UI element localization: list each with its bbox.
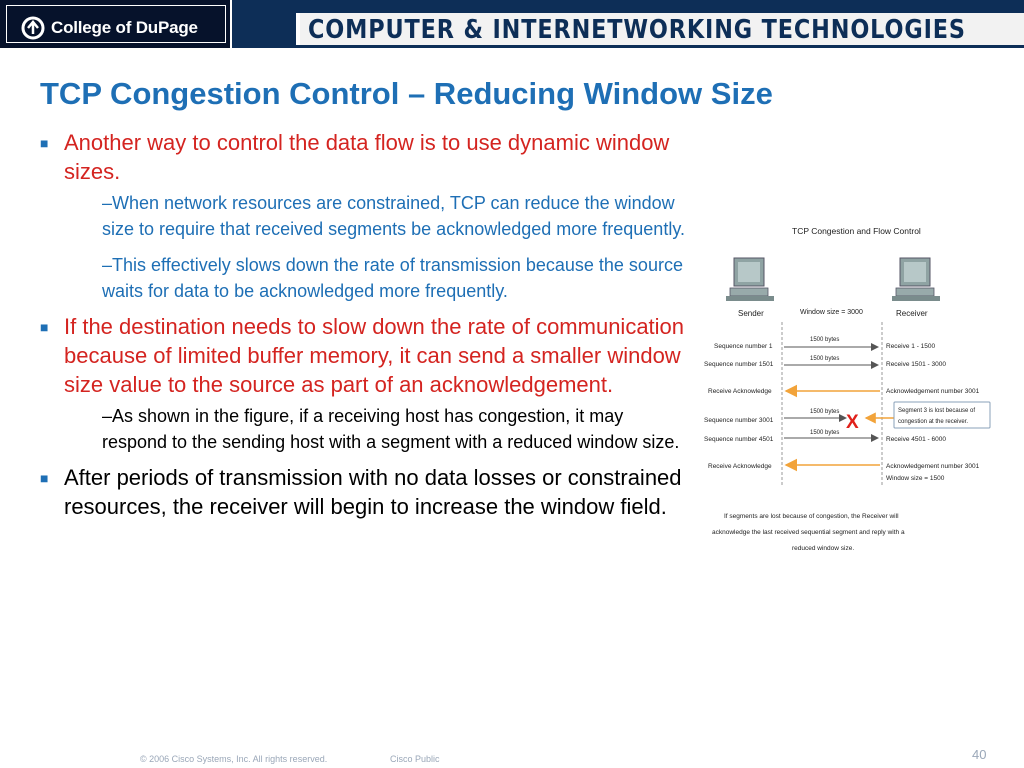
row-left-label: Sequence number 1501	[704, 361, 774, 368]
bullet-square-icon: ■	[40, 135, 49, 151]
row-bytes-label: 1500 bytes	[810, 337, 840, 343]
receiver-computer-icon	[892, 258, 940, 301]
figure-title: TCP Congestion and Flow Control	[792, 226, 921, 236]
logo-text: College of DuPage	[51, 18, 198, 37]
reduced-window-label: Window size = 1500	[886, 475, 945, 482]
lost-note-line: Segment 3 is lost because of	[898, 408, 976, 414]
row-right-label: Receive 1 - 1500	[886, 343, 936, 350]
bullet-text: Another way to control the data flow is to use dynamic window sizes.	[64, 130, 670, 184]
sender-computer-icon	[726, 258, 774, 301]
tcp-flow-diagram	[696, 210, 1014, 560]
row-left-label: Sequence number 3001	[704, 417, 774, 424]
window-size-label: Window size = 3000	[800, 309, 863, 316]
sub-bullet: –When network resources are constrained, TCP can reduce the window size to require that received segments be acknowledged more frequently.	[102, 193, 685, 239]
row-left-label: Sequence number 1	[714, 343, 773, 350]
footer-classification: Cisco Public	[390, 754, 440, 764]
bullet-text: After periods of transmission with no data losses or constrained resources, the receiver will begin to increase the window field.	[64, 465, 682, 519]
row-left-label: Receive Acknowledge	[708, 388, 772, 395]
logo-frame	[6, 5, 226, 43]
row-right-label: Acknowledgement number 3001	[886, 463, 980, 470]
lost-note-line: congestion at the receiver.	[898, 419, 969, 425]
college-logo	[0, 0, 232, 48]
figure-caption-line: If segments are lost because of congestion, the Receiver will	[724, 513, 899, 520]
sender-label: Sender	[738, 309, 764, 318]
slide-title: TCP Congestion Control – Reducing Window Size	[40, 76, 773, 111]
row-bytes-label: 1500 bytes	[810, 356, 840, 362]
row-bytes-label: 1500 bytes	[810, 409, 840, 415]
bullet-text: If the destination needs to slow down the rate of communication because of limited buffer memory, it can send a smaller window size value to the source as part of an acknowledgement.	[64, 314, 685, 397]
bullet-item	[36, 463, 686, 521]
page-number: 40	[972, 747, 987, 762]
row-right-label: Acknowledgement number 3001	[886, 388, 980, 395]
lost-segment-mark: X	[846, 412, 859, 433]
row-bytes-label: 1500 bytes	[810, 430, 840, 436]
sub-bullet: –This effectively slows down the rate of transmission because the source waits for data to be acknowledged more frequently.	[102, 255, 683, 301]
footer-copyright: © 2006 Cisco Systems, Inc. All rights reserved.	[140, 754, 328, 764]
banner-text: COMPUTER & INTERNETWORKING TECHNOLOGIES	[308, 15, 966, 45]
figure-caption-line: acknowledge the last received sequential segment and reply with a	[712, 529, 905, 536]
sub-bullet: –As shown in the figure, if a receiving host has congestion, it may respond to the sending host with a segment with a reduced window size.	[102, 406, 680, 452]
bullet-square-icon: ■	[40, 319, 49, 335]
row-right-label: Receive 4501 - 6000	[886, 436, 946, 443]
bullet-square-icon: ■	[40, 470, 49, 486]
bullet-item	[36, 128, 686, 186]
bullet-item	[36, 312, 686, 399]
slide-body	[36, 128, 686, 521]
row-left-label: Sequence number 4501	[704, 436, 774, 443]
logo-mark-icon	[21, 16, 45, 40]
header-bar	[0, 0, 1024, 48]
row-left-label: Receive Acknowledge	[708, 463, 772, 470]
figure-caption-line: reduced window size.	[792, 545, 855, 552]
program-banner	[296, 13, 1024, 45]
receiver-label: Receiver	[896, 309, 928, 318]
row-right-label: Receive 1501 - 3000	[886, 361, 946, 368]
